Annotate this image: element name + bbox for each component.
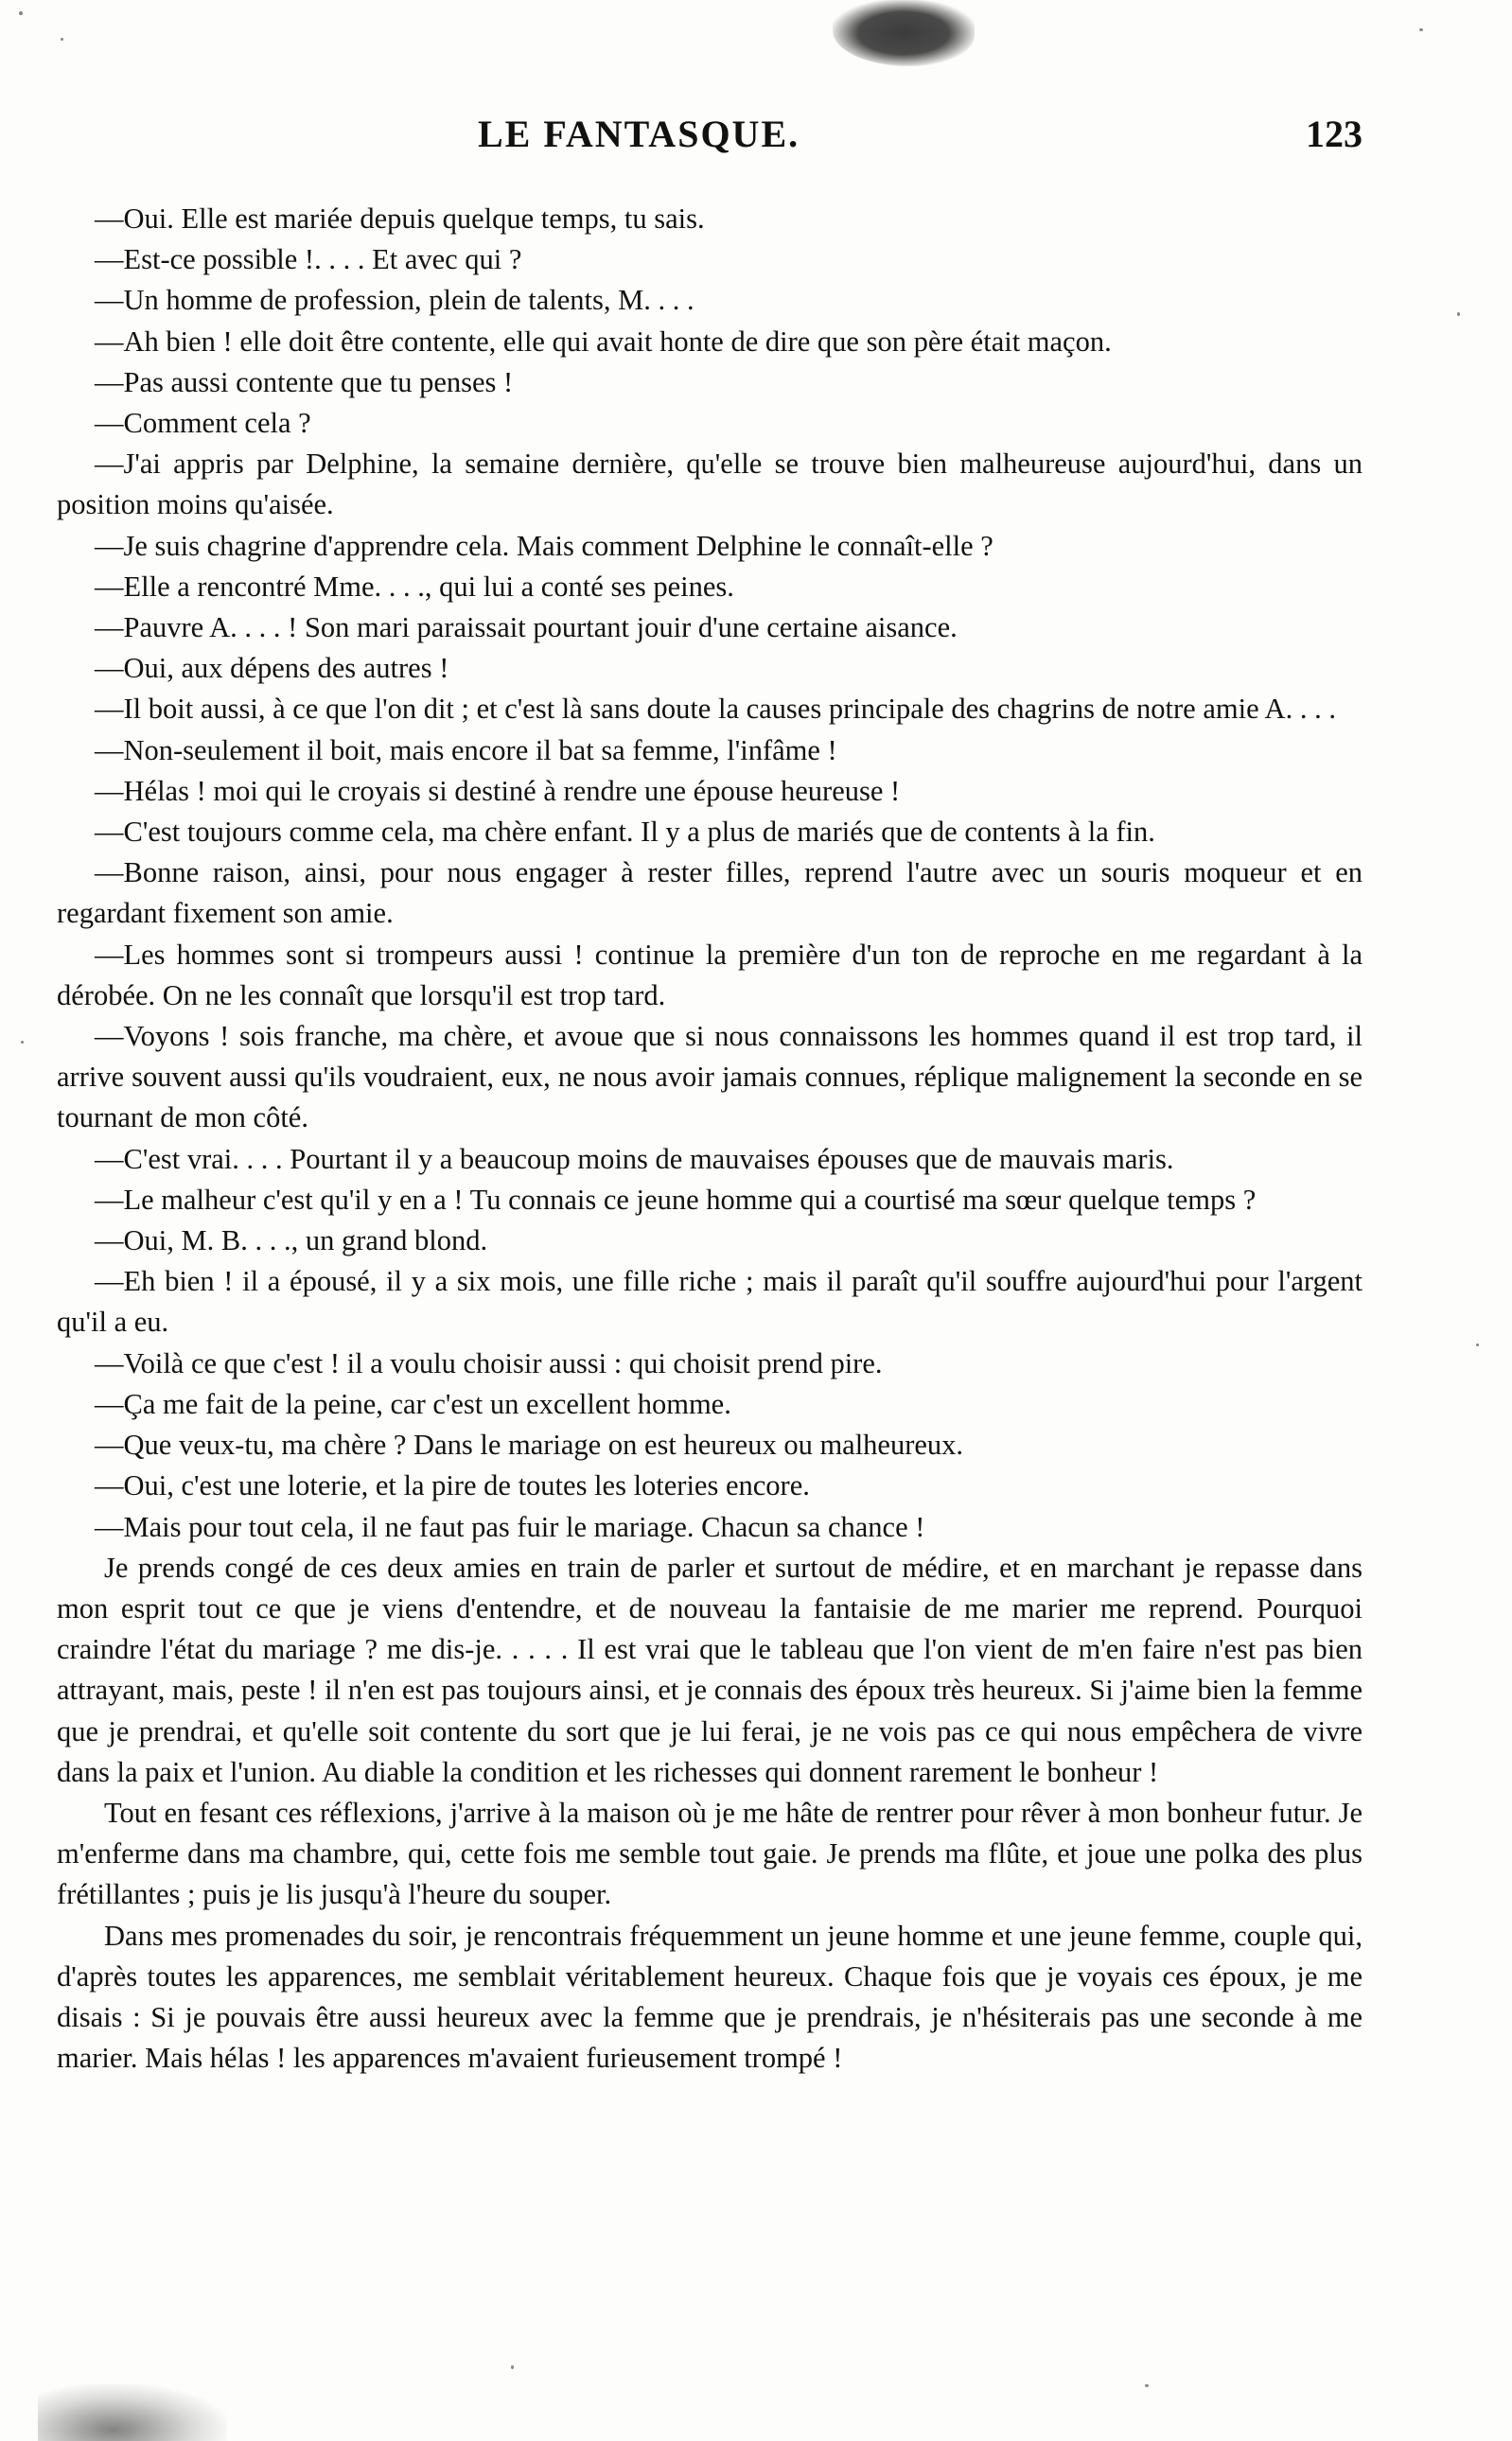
ink-blot [833,0,975,66]
dialogue-line: —Comment cela ? [95,407,311,440]
narrative-paragraph: Je prends congé de ces deux amies en train de parler et surtout de médire, et en marchant je repasse dans mon esprit tout ce que je viens d'entendre, et de nouveau la fantaisie de me marier me reprend. Pourquoi craindre l'état du mariage ? me dis-je. . . . . Il est vrai que le tableau que l'on vient de m'en faire n'est pas bien attrayant, mais, peste ! il n'en est pas toujours ainsi, et je connais des époux très heureux. Si j'aime bien la femme que je prendrai, et qu'elle soit contente du sort que je lui ferai, je ne vois pas ce qui nous empêchera de vivre dans la paix et l'union. Au diable la condition et les richesses qui donnent rarement le bonheur ! [57,1551,1363,1788]
body-text [57,199,1363,2079]
dialogue-line: —Mais pour tout cela, il ne faut pas fuir le mariage. Chacun sa chance ! [95,1510,925,1543]
speckle [1476,1343,1479,1346]
dialogue-line: —Ça me fait de la peine, car c'est un excellent homme. [95,1387,731,1420]
dialogue-line: —C'est vrai. . . . Pourtant il y a beaucoup moins de mauvaises épouses que de mauvais maris. [95,1142,1174,1175]
dialogue-line: —Les hommes sont si trompeurs aussi ! continue la première d'un ton de reproche en me regardant à la dérobée. On ne les connaît que lorsqu'il est trop tard. [57,938,1363,1011]
dialogue-line: —C'est toujours comme cela, ma chère enfant. Il y a plus de mariés que de contents à la fin. [95,816,1155,849]
dialogue-line: —Il boit aussi, à ce que l'on dit ; et c'est là sans doute la causes principale des chagrins de notre amie A. . . . [95,693,1336,726]
dialogue-line: —Que veux-tu, ma chère ? Dans le mariage on est heureux ou malheureux. [95,1429,964,1462]
dialogue-line: —Oui, c'est une loterie, et la pire de toutes les loteries encore. [95,1469,810,1502]
dialogue-line: —Un homme de profession, plein de talents, M. . . . [95,284,694,317]
page-number: 123 [1306,113,1363,155]
speckle [21,1041,24,1044]
speckle [19,11,23,15]
dialogue-line: —J'ai appris par Delphine, la semaine dernière, qu'elle se trouve bien malheureuse aujourd'hui, dans un position moins qu'aisée. [57,448,1363,521]
dialogue-line: —Je suis chagrine d'apprendre cela. Mais comment Delphine le connaît-elle ? [95,529,993,562]
narrative-paragraph: Tout en fesant ces réflexions, j'arrive à la maison où je me hâte de rentrer pour rêver à mon bonheur futur. Je m'enferme dans ma chambre, qui, cette fois me semble tout gaie. Je prends ma flûte, et joue une polka des plus frétillantes ; puis je lis jusqu'à l'heure du souper. [57,1796,1363,1911]
speckle [1419,28,1423,31]
page-header [0,112,1512,168]
speckle [1145,2384,1149,2387]
speckle [61,38,63,41]
dialogue-line: —Elle a rencontré Mme. . . ., qui lui a conté ses peines. [95,570,734,603]
dialogue-line: —Oui. Elle est mariée depuis quelque temps, tu sais. [95,202,705,235]
dialogue-line: —Voyons ! sois franche, ma chère, et avoue que si nous connaissons les hommes quand il est trop tard, il arrive souvent aussi qu'ils voudraient, eux, ne nous avoir jamais connues, réplique malignement la seconde en se tournant de mon côté. [57,1020,1363,1134]
dialogue-line: —Le malheur c'est qu'il y en a ! Tu connais ce jeune homme qui a courtisé ma sœur quelque temps ? [95,1183,1257,1216]
dialogue-line: —Oui, aux dépens des autres ! [95,652,449,685]
dialogue-line: —Bonne raison, ainsi, pour nous engager à rester filles, reprend l'autre avec un souris moqueur et en regardant fixement son amie. [57,856,1363,930]
narrative-paragraph: Dans mes promenades du soir, je rencontrais fréquemment un jeune homme et une jeune femme, couple qui, d'après toutes les apparences, me semblait véritablement heureux. Chaque fois que je voyais ces époux, je me disais : Si je pouvais être aussi heureux avec la femme que je prendrais, je n'hésiterais pas une seconde à me marier. Mais hélas ! les apparences m'avaient furieusement trompé ! [57,1919,1363,2075]
dialogue-line: —Oui, M. B. . . ., un grand blond. [95,1224,488,1257]
dialogue-line: —Non-seulement il boit, mais encore il bat sa femme, l'infâme ! [95,733,837,766]
dialogue-line: —Est-ce possible !. . . . Et avec qui ? [95,243,522,276]
dialogue-line: —Voilà ce que c'est ! il a voulu choisir aussi : qui choisit prend pire. [95,1346,883,1379]
speckle [511,2365,514,2369]
scan-smudge [38,2384,227,2441]
dialogue-line: —Pauvre A. . . . ! Son mari paraissait pourtant jouir d'une certaine aisance. [95,611,958,644]
dialogue-line: —Pas aussi contente que tu penses ! [95,365,514,398]
dialogue-line: —Ah bien ! elle doit être contente, elle qui avait honte de dire que son père était maçon. [95,325,1112,358]
speckle [1457,312,1460,316]
dialogue-line: —Eh bien ! il a épousé, il y a six mois, une fille riche ; mais il paraît qu'il souffre aujourd'hui pour l'argent qu'il a eu. [57,1265,1363,1339]
running-title: LE FANTASQUE. [478,113,800,155]
dialogue-line: —Hélas ! moi qui le croyais si destiné à rendre une épouse heureuse ! [95,774,901,807]
